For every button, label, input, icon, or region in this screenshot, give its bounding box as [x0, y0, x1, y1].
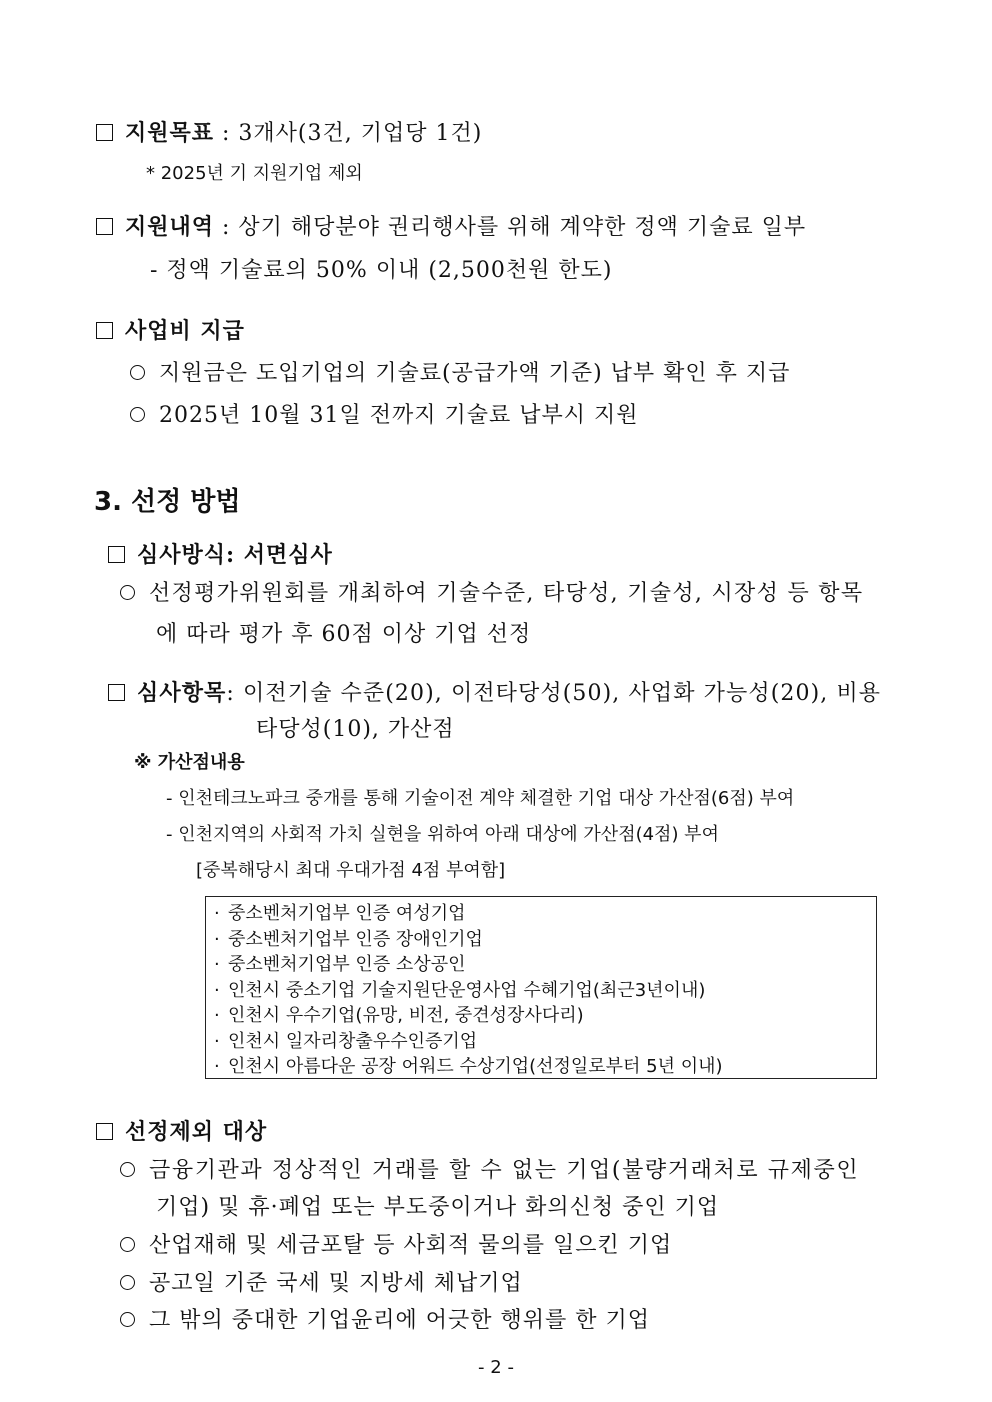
- support-goal-sep: :: [214, 121, 239, 146]
- bonus-line: - 인천지역의 사회적 가치 실현을 위하여 아래 대상에 가산점(4점) 부여: [166, 824, 719, 845]
- review-items-value: : 이전기술 수준(20), 이전타당성(50), 사업화 가능성(20), 비용: [226, 681, 882, 706]
- support-goal-heading: 지원목표: [125, 120, 215, 146]
- bullet-dot-icon: ·: [214, 979, 220, 1001]
- list-item: · 중소벤처기업부 인증 여성기업: [214, 901, 876, 927]
- bullet-dot-icon: ·: [214, 1030, 220, 1052]
- checkbox-square-icon: [96, 124, 113, 141]
- section-title: 3. 선정 방법: [94, 487, 241, 517]
- bullet-dot-icon: ·: [214, 954, 220, 975]
- circle-bullet-icon: [120, 1162, 135, 1177]
- checkbox-square-icon: [108, 684, 125, 701]
- support-detail-sub: - 정액 기술료의 50% 이내 (2,500천원 한도): [150, 258, 613, 283]
- bonus-target-box: [205, 896, 877, 1079]
- list-item: · 인천시 아름다운 공장 어워드 수상기업(선정일로부터 5년 이내): [214, 1054, 876, 1080]
- payment-line: [96, 314, 245, 345]
- checkbox-square-icon: [96, 218, 113, 235]
- exclusion-item: 공고일 기준 국세 및 지방세 체납기업: [120, 1266, 523, 1297]
- list-item: · 인천시 중소기업 기술지원단운영사업 수혜기업(최근3년이내): [214, 978, 876, 1004]
- support-detail-sep: :: [214, 215, 239, 240]
- checkbox-square-icon: [96, 1123, 113, 1140]
- support-detail-value: 상기 해당분야 권리행사를 위해 계약한 정액 기술료 일부: [238, 215, 807, 240]
- review-method-item: 선정평가위원회를 개최하여 기술수준, 타당성, 기술성, 시장성 등 항목: [120, 576, 863, 607]
- bonus-line: - 인천테크노파크 중개를 통해 기술이전 계약 체결한 기업 대상 가산점(6점) 부여: [166, 788, 795, 809]
- exclusion-item: 금융기관과 정상적인 거래를 할 수 없는 기업(불량거래처로 규제중인: [120, 1153, 859, 1184]
- review-method-line: [108, 538, 333, 569]
- exclusion-line: [96, 1115, 267, 1146]
- exclusion-item-cont: 기업) 및 휴·폐업 또는 부도중이거나 화의신청 중인 기업: [156, 1195, 720, 1220]
- bonus-note: [중복해당시 최대 우대가점 4점 부여함]: [196, 860, 506, 881]
- review-items-heading: 심사항목: [137, 680, 227, 706]
- review-method-heading: 심사방식: 서면심사: [137, 542, 333, 568]
- payment-item: 지원금은 도입기업의 기술료(공급가액 기준) 납부 확인 후 지급: [130, 356, 790, 387]
- circle-bullet-icon: [130, 365, 145, 380]
- circle-bullet-icon: [130, 407, 145, 422]
- support-goal-value: 3개사(3건, 기업당 1건): [238, 121, 483, 146]
- list-item: · 중소벤처기업부 인증 소상공인: [214, 952, 876, 978]
- checkbox-square-icon: [96, 322, 113, 339]
- support-detail-heading: 지원내역: [125, 214, 215, 240]
- page-number: - 2 -: [478, 1357, 514, 1378]
- review-items-cont: 타당성(10), 가산점: [256, 717, 455, 742]
- list-item: · 인천시 일자리창출우수인증기업: [214, 1029, 876, 1055]
- checkbox-square-icon: [108, 546, 125, 563]
- circle-bullet-icon: [120, 1275, 135, 1290]
- payment-heading: 사업비 지급: [125, 318, 245, 344]
- exclusion-heading: 선정제외 대상: [125, 1119, 268, 1145]
- exclusion-item: 산업재해 및 세금포탈 등 사회적 물의를 일으킨 기업: [120, 1228, 672, 1259]
- list-item: · 인천시 우수기업(유망, 비전, 중견성장사다리): [214, 1003, 876, 1029]
- support-goal-line: [96, 116, 482, 147]
- circle-bullet-icon: [120, 1237, 135, 1252]
- bullet-dot-icon: ·: [214, 1005, 220, 1026]
- review-items-line: [108, 676, 881, 707]
- review-method-item-cont: 에 따라 평가 후 60점 이상 기업 선정: [156, 622, 532, 647]
- exclusion-item: 그 밖의 중대한 기업윤리에 어긋한 행위를 한 기업: [120, 1303, 650, 1334]
- bullet-dot-icon: ·: [214, 903, 220, 924]
- bonus-heading: ※ 가산점내용: [134, 752, 245, 773]
- bullet-dot-icon: ·: [214, 928, 220, 950]
- payment-item: 2025년 10월 31일 전까지 기술료 납부시 지원: [130, 398, 638, 429]
- support-goal-note: * 2025년 기 지원기업 제외: [146, 163, 363, 184]
- circle-bullet-icon: [120, 1312, 135, 1327]
- circle-bullet-icon: [120, 585, 135, 600]
- bullet-dot-icon: ·: [214, 1056, 220, 1077]
- list-item: · 중소벤처기업부 인증 장애인기업: [214, 927, 876, 953]
- support-detail-line: [96, 210, 806, 241]
